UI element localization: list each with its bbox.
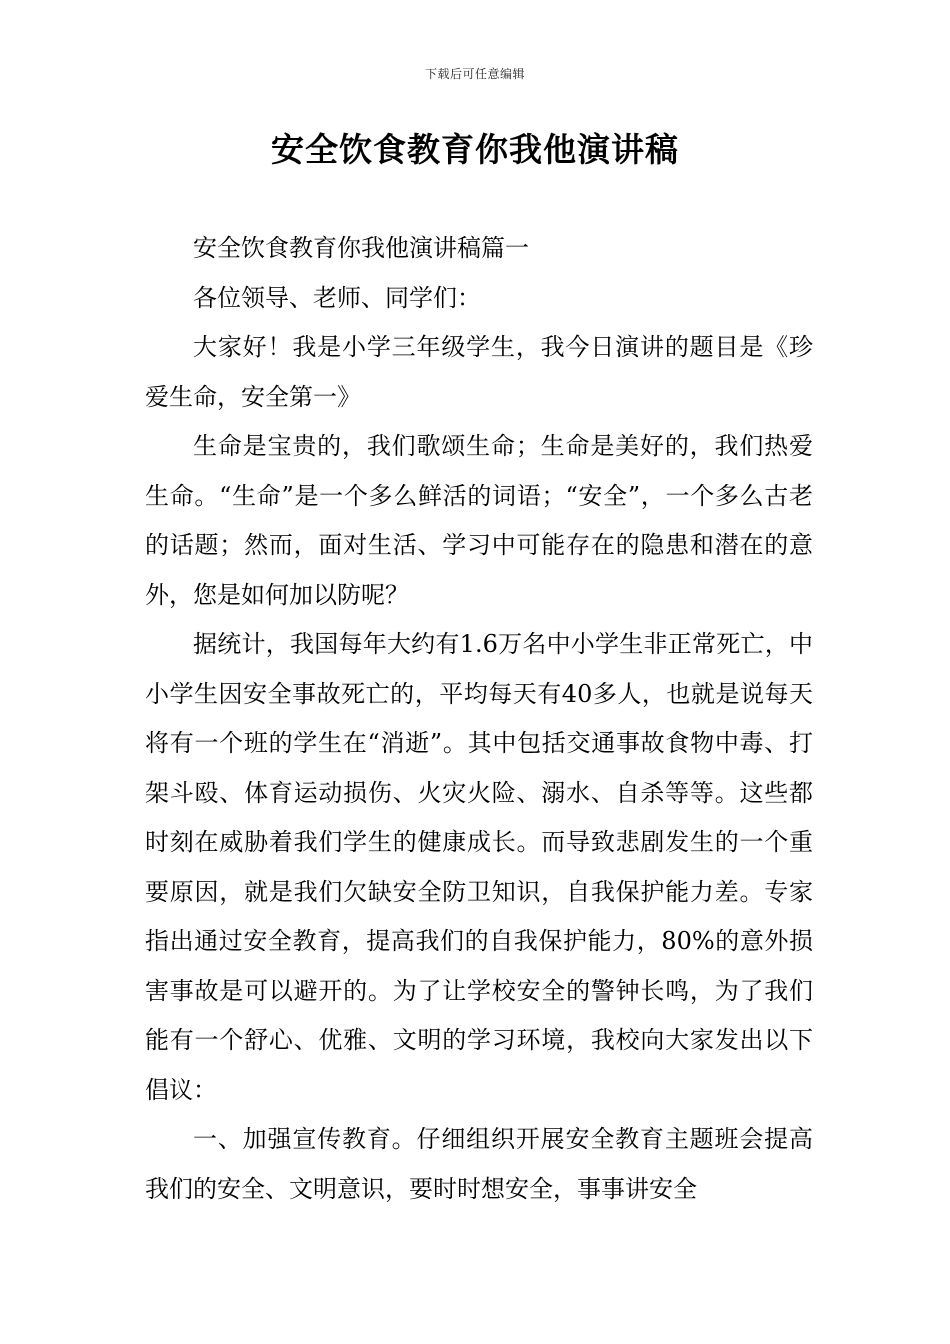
salutation: 各位领导、老师、同学们： <box>193 283 481 312</box>
body-paragraph: 一、加强宣传教育。仔细组织开展安全教育主题班会提高我们的安全、文明意识，要时时想安全，事事讲安全 <box>145 1125 813 1203</box>
body-paragraph: 大家好！我是小学三年级学生，我今日演讲的题目是《珍爱生命，安全第一》 <box>145 333 813 411</box>
document-body <box>145 224 813 1214</box>
document-title: 安全饮食教育你我他演讲稿 <box>271 130 679 169</box>
body-paragraph: 据统计，我国每年大约有1.6万名中小学生非正常死亡，中小学生因安全事故死亡的，平均每天有40多人，也就是说每天将有一个班的学生在“消逝”。其中包括交通事故食物中毒、打架斗殴、体育运动损伤、火灾火险、溺水、自杀等等。这些都时刻在威胁着我们学生的健康成长。而导致悲剧发生的一个重要原因，就是我们欠缺安全防卫知识，自我保护能力差。专家指出通过安全教育，提高我们的自我保护能力，80%的意外损害事故是可以避开的。为了让学校安全的警钟长鸣，为了我们能有一个舒心、优雅、文明的学习环境，我校向大家发出以下倡议： <box>145 630 813 1104</box>
body-paragraph: 生命是宝贵的，我们歌颂生命；生命是美好的，我们热爱生命。“生命”是一个多么鲜活的词语；“安全”，一个多么古老的话题；然而，面对生活、学习中可能存在的隐患和潜在的意外，您是如何加以防呢？ <box>145 432 813 609</box>
header-note: 下载后可任意编辑 <box>424 67 525 81</box>
section-heading: 安全饮食教育你我他演讲稿篇一 <box>193 234 529 262</box>
